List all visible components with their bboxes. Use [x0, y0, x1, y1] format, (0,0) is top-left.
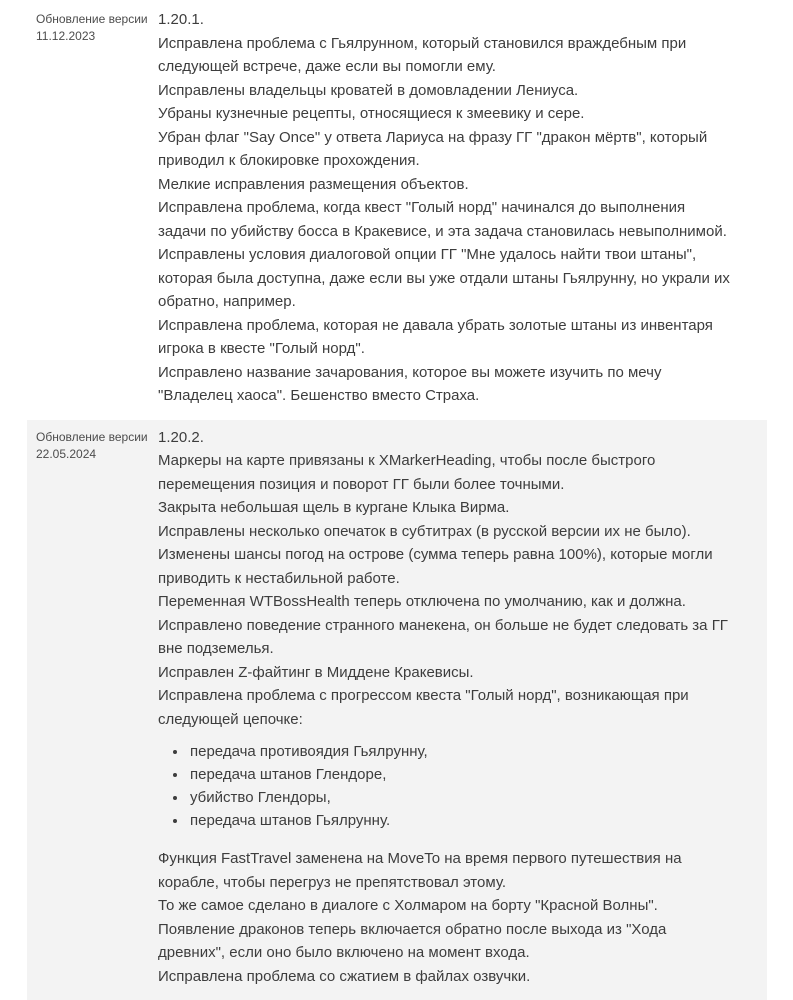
entry-label: [36, 424, 158, 463]
changelog-paragraph: Убран флаг "Say Once" у ответа Лариуса на фразу ГГ "дракон мёртв", который приводил к блокировке прохождения.: [158, 126, 732, 173]
changelog-paragraph: То же самое сделано в диалоге с Холмаром на борту "Красной Волны".: [158, 894, 732, 918]
version-number: 1.20.1.: [158, 8, 732, 32]
changelog-paragraph: Исправлено поведение странного манекена, он больше не будет следовать за ГГ вне подземелья.: [158, 614, 732, 661]
entry-label: [36, 6, 158, 45]
entry-body: [158, 424, 750, 993]
changelog-paragraph: Исправлен Z-файтинг в Миддене Кракевисы.: [158, 661, 732, 685]
entry-label-title: Обновление версии: [36, 429, 158, 446]
changelog-list-item: • передача штанов Глендоре,: [188, 763, 732, 786]
changelog-paragraph: Исправлена проблема, когда квест "Голый норд" начинался до выполнения задачи по убийству босса в Кракевисе, и эта задача становилась невыполнимой.: [158, 196, 732, 243]
entry-label-date: 22.05.2024: [36, 446, 158, 463]
changelog-paragraph: Исправлены условия диалоговой опции ГГ "Мне удалось найти твои штаны", которая была доступна, даже если вы уже отдали штаны Гьялрунну, но украли их обратно, например.: [158, 243, 732, 314]
changelog-paragraph: Исправлена проблема с Гьялрунном, который становился враждебным при следующей встрече, даже если вы помогли ему.: [158, 32, 732, 79]
changelog-paragraph: Появление драконов теперь включается обратно после выхода из "Хода древних", если оно было включено на момент входа.: [158, 918, 732, 965]
changelog-paragraph: Исправлено название зачарования, которое вы можете изучить по мечу "Владелец хаоса". Бешенство вместо Страха.: [158, 361, 732, 408]
changelog-paragraph: Изменены шансы погод на острове (сумма теперь равна 100%), которые могли приводить к нестабильной работе.: [158, 543, 732, 590]
changelog-paragraph: Исправлена проблема со сжатием в файлах озвучки.: [158, 965, 732, 989]
changelog-entry: [27, 420, 767, 1000]
changelog-paragraph: Закрыта небольшая щель в кургане Клыка Вирма.: [158, 496, 732, 520]
entry-body: [158, 6, 750, 412]
entry-label-title: Обновление версии: [36, 11, 158, 28]
version-number: 1.20.2.: [158, 426, 732, 450]
changelog-paragraph: Мелкие исправления размещения объектов.: [158, 173, 732, 197]
changelog-paragraph: Исправлены несколько опечаток в субтитрах (в русской версии их не было).: [158, 520, 732, 544]
changelog-list: [158, 740, 732, 832]
changelog-paragraph: Исправлена проблема, которая не давала убрать золотые штаны из инвентаря игрока в квесте "Голый норд".: [158, 314, 732, 361]
changelog-list-item: • передача штанов Гьялрунну.: [188, 809, 732, 832]
changelog-paragraph: Убраны кузнечные рецепты, относящиеся к змеевику и сере.: [158, 102, 732, 126]
changelog-paragraph: Исправлены владельцы кроватей в домовладении Лениуса.: [158, 79, 732, 103]
entry-label-date: 11.12.2023: [36, 28, 158, 45]
changelog-list-item: • передача противоядия Гьялрунну,: [188, 740, 732, 763]
changelog-list-item: • убийство Глендоры,: [188, 786, 732, 809]
changelog-paragraph: Маркеры на карте привязаны к XMarkerHeading, чтобы после быстрого перемещения позиция и поворот ГГ были более точными.: [158, 449, 732, 496]
changelog-paragraph: Функция FastTravel заменена на MoveTo на время первого путешествия на корабле, чтобы перегруз не препятствовал этому.: [158, 847, 732, 894]
changelog-paragraph: Исправлена проблема с прогрессом квеста "Голый норд", возникающая при следующей цепочке:: [158, 684, 732, 731]
changelog-paragraph: Переменная WTBossHealth теперь отключена по умолчанию, как и должна.: [158, 590, 732, 614]
changelog-entry: [27, 2, 767, 420]
